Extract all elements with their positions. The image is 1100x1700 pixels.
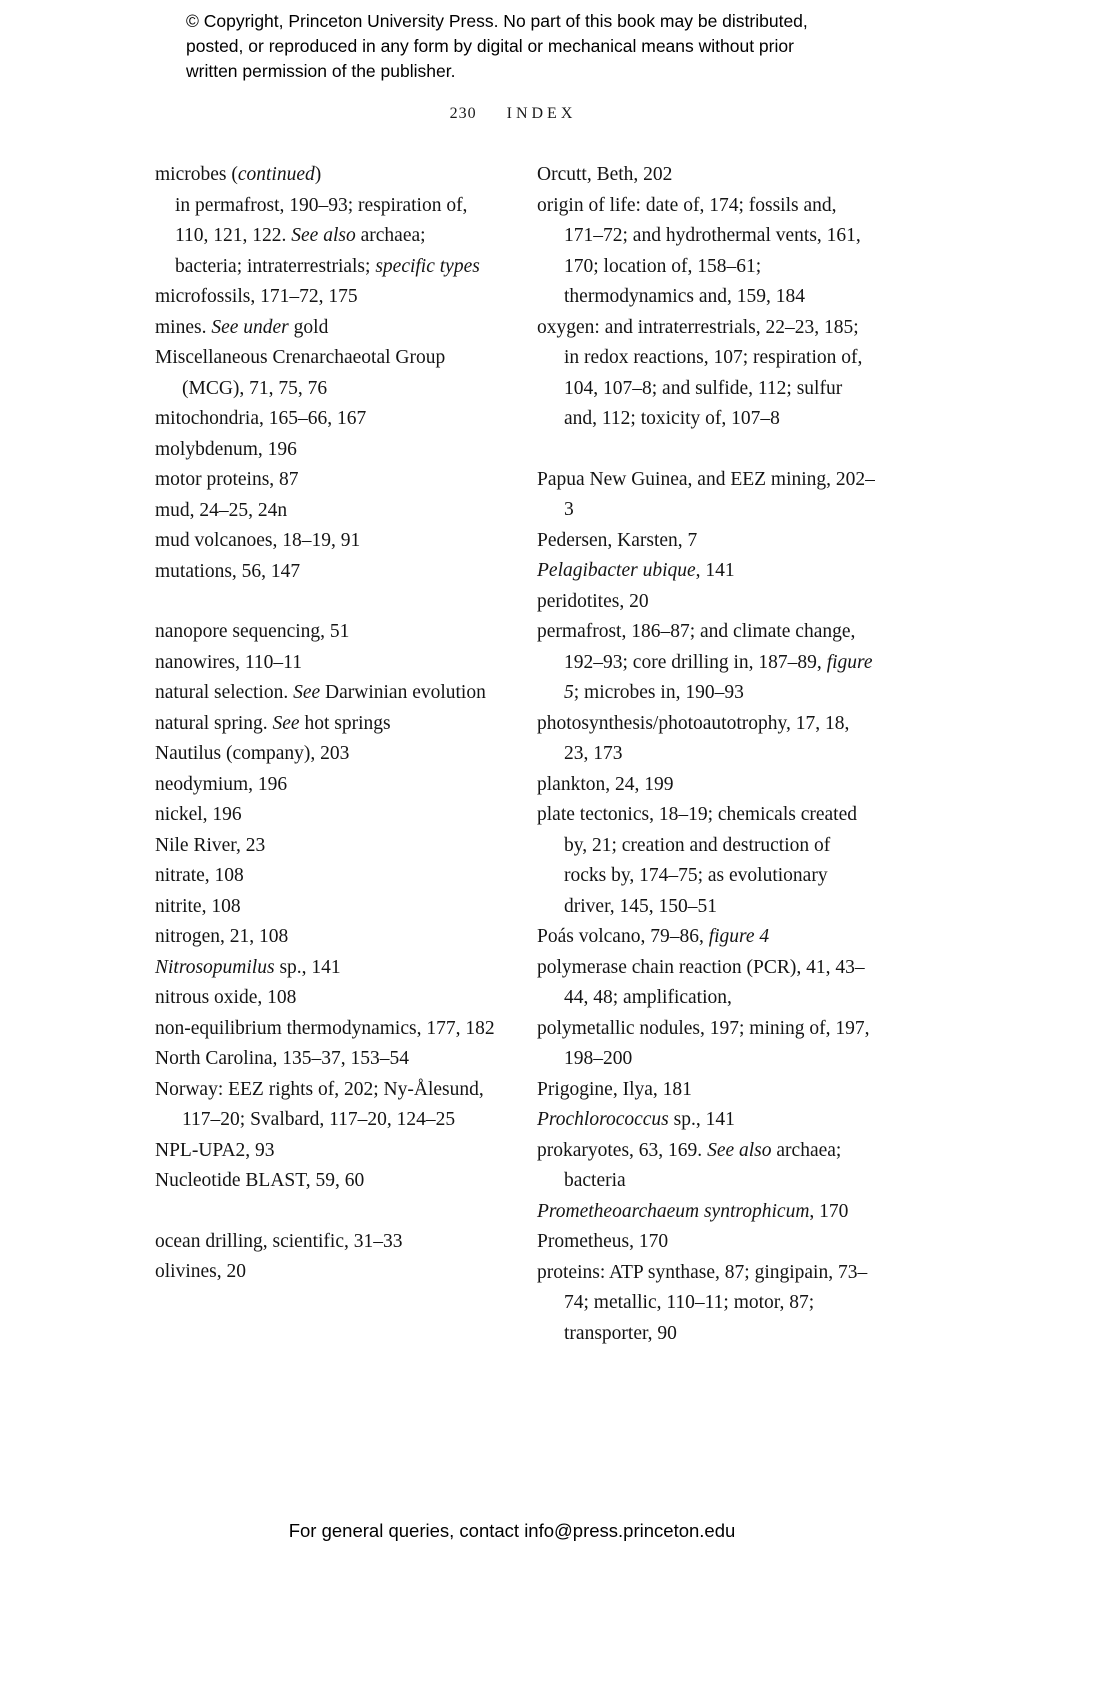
index-entry: NPL-UPA2, 93 — [155, 1139, 275, 1161]
index-entry: microbes (continued) — [155, 164, 322, 185]
index-entry: proteins: ATP synthase, 87; gingipain, 73–74; metallic, 110–11; motor, 87; transporter, 90 — [537, 1261, 868, 1344]
index-entry: Poás volcano, 79–86, figure 4 — [537, 926, 770, 947]
index-entry: peridotites, 20 — [537, 590, 649, 612]
index-entry: motor proteins, 87 — [155, 469, 299, 490]
index-entry: nitrogen, 21, 108 — [155, 926, 289, 947]
index-column-left — [155, 160, 495, 1349]
index-entry: Miscellaneous Crenarchaeotal Group (MCG), 71, 75, 76 — [155, 347, 446, 399]
index-entry: plankton, 24, 199 — [537, 773, 674, 795]
index-entry: prokaryotes, 63, 169. See also archaea; bacteria — [537, 1139, 842, 1191]
index-entry: polymetallic nodules, 197; mining of, 197, 198–200 — [537, 1017, 870, 1069]
index-entry: Pedersen, Karsten, 7 — [537, 529, 698, 551]
index-entry: Norway: EEZ rights of, 202; Ny-Ålesund, 117–20; Svalbard, 117–20, 124–25 — [155, 1078, 484, 1130]
index-entry: mutations, 56, 147 — [155, 560, 301, 582]
index-entry: Prometheus, 170 — [537, 1231, 669, 1252]
index-entry: mines. See under gold — [155, 316, 329, 338]
index-entry: Papua New Guinea, and EEZ mining, 202–3 — [537, 468, 875, 520]
index-entry: nanopore sequencing, 51 — [155, 621, 350, 642]
index-entry: natural selection. See Darwinian evolution — [155, 682, 486, 703]
index-entry: Prigogine, Ilya, 181 — [537, 1078, 692, 1100]
index-entry: Nucleotide BLAST, 59, 60 — [155, 1170, 365, 1191]
section-title: INDEX — [506, 105, 577, 122]
index-entry: molybdenum, 196 — [155, 438, 297, 460]
index-entry: mud volcanoes, 18–19, 91 — [155, 530, 361, 551]
index-entry: mitochondria, 165–66, 167 — [155, 408, 367, 429]
index-entry: ocean drilling, scientific, 31–33 — [155, 1230, 403, 1252]
index-entry: oxygen: and intraterrestrials, 22–23, 185; in redox reactions, 107; respiration of, 104, 107–8; and sulfide, 112; sulfur and, 112; toxicity of, 107–8 — [537, 316, 863, 429]
index-entry: Prometheoarchaeum syntrophicum, 170 — [537, 1200, 849, 1222]
page-number: 230 — [449, 105, 477, 122]
index-entry: Nile River, 23 — [155, 834, 266, 856]
index-entry: nitrous oxide, 108 — [155, 987, 297, 1008]
index-entry: plate tectonics, 18–19; chemicals created by, 21; creation and destruction of rocks by, 174–75; as evolutionary driver, 145, 150–51 — [537, 804, 857, 917]
index-entry: origin of life: date of, 174; fossils and, 171–72; and hydrothermal vents, 161, 170; location of, 158–61; thermodynamics and, 159, 184 — [537, 194, 861, 307]
index-entry: North Carolina, 135–37, 153–54 — [155, 1048, 410, 1069]
index-entry: natural spring. See hot springs — [155, 712, 391, 734]
index-entry: microfossils, 171–72, 175 — [155, 286, 358, 307]
index-entry: permafrost, 186–87; and climate change, 192–93; core drilling in, 187–89, figure 5; microbes in, 190–93 — [537, 621, 873, 703]
index-entry: polymerase chain reaction (PCR), 41, 43–44, 48; amplification, — [537, 956, 865, 1008]
index-entry: non-equilibrium thermodynamics, 177, 182 — [155, 1017, 495, 1039]
index-entry: Orcutt, Beth, 202 — [537, 164, 673, 185]
index-column-right — [537, 160, 877, 1349]
index-entry: nitrate, 108 — [155, 865, 244, 886]
index-entry: neodymium, 196 — [155, 773, 288, 795]
index-entry: Pelagibacter ubique, 141 — [537, 560, 735, 581]
footer-text: For general queries, contact info@press.princeton.edu — [288, 1520, 736, 1541]
index-entry: Prochlorococcus sp., 141 — [537, 1109, 735, 1130]
index-entry: Nitrosopumilus sp., 141 — [155, 956, 341, 978]
index-subentry: in permafrost, 190–93; respiration of, 110, 121, 122. See also archaea; bacteria; intraterrestrials; specific types — [175, 194, 480, 277]
page-header — [155, 105, 871, 123]
index-entry: nanowires, 110–11 — [155, 651, 302, 673]
index-entry: nitrite, 108 — [155, 895, 241, 917]
index-entry: olivines, 20 — [155, 1261, 246, 1282]
index-entry: nickel, 196 — [155, 804, 242, 825]
index-entry: photosynthesis/photoautotrophy, 17, 18, 23, 173 — [537, 712, 850, 764]
index-body — [155, 160, 877, 1349]
copyright-notice: © Copyright, Princeton University Press. No part of this book may be distributed, posted, or reproduced in any form by digital or mechanical means without prior written permission of the publisher. — [186, 11, 808, 81]
index-entry: Nautilus (company), 203 — [155, 743, 350, 764]
index-entry: mud, 24–25, 24n — [155, 499, 288, 521]
